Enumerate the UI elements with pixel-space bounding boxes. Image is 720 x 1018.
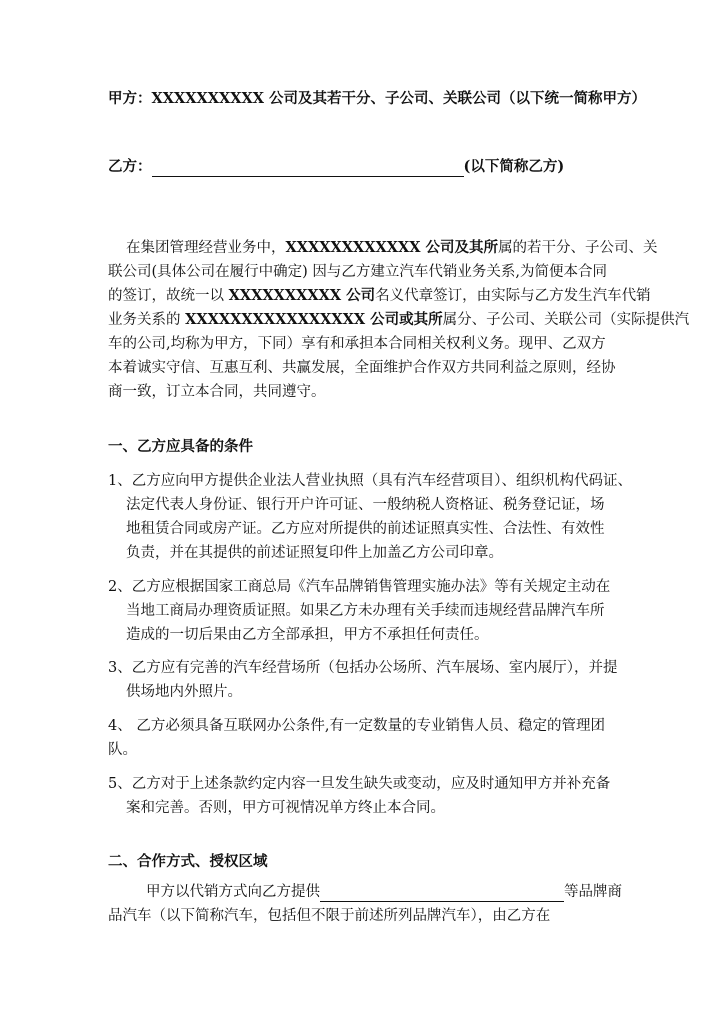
- party-b-label: 乙方：: [108, 158, 152, 175]
- preamble-text: 属分、子公司、关联公司（实际提供汽: [442, 312, 690, 328]
- s1-item3-line2: 供场地内外照片。: [126, 684, 242, 700]
- preamble-line-3: [108, 286, 651, 306]
- group-company-name: XXXXXXXXXXXX 公司及其所: [285, 239, 499, 256]
- preamble-line-1: [126, 238, 658, 258]
- party-a-line: [108, 89, 646, 109]
- s2-line-2: 品汽车（以下简称汽车，包括但不限于前述所列品牌汽车），由乙方在: [108, 908, 551, 924]
- preamble-line-6: 本着诚实守信、互惠互利、共赢发展，全面维护合作双方共同利益之原则，经协: [108, 360, 616, 376]
- s1-item3-line1: 3、乙方应有完善的汽车经营场所（包括办公场所、汽车展场、室内展厅），并提: [108, 660, 618, 676]
- s1-item4-line2: 队。: [108, 742, 137, 758]
- s1-item1-line2: 法定代表人身份证、银行开户许可证、一般纳税人资格证、税务登记证，场: [126, 497, 605, 513]
- preamble-line-4: [108, 310, 689, 330]
- preamble-text: 的签订，故统一以: [108, 288, 229, 304]
- s1-item1-line4: 负责，并在其提供的前述证照复印件上加盖乙方公司印章。: [126, 545, 503, 561]
- party-a-label: 甲方：: [108, 90, 152, 107]
- party-b-name-blank[interactable]: [152, 160, 464, 177]
- s1-item2-line1: 2、乙方应根据国家工商总局《汽车品牌销售管理实施办法》等有关规定主动在: [108, 579, 611, 595]
- brand-name-blank[interactable]: [320, 885, 564, 902]
- s1-item4-line1: 4、 乙方必须具备互联网办公条件,有一定数量的专业销售人员、稳定的管理团: [108, 718, 605, 734]
- preamble-text: 属的若干分、子公司、关: [498, 240, 658, 256]
- business-company-name: XXXXXXXXXXXXXXXX 公司或其所: [185, 311, 443, 328]
- s1-item2-line3: 造成的一切后果由乙方全部承担，甲方不承担任何责任。: [126, 627, 489, 643]
- party-b-line: [108, 157, 564, 177]
- s1-item2-line2: 当地工商局办理资质证照。如果乙方未办理有关手续而违规经营品牌汽车所: [126, 603, 605, 619]
- signing-company-name: XXXXXXXXXX 公司: [228, 287, 376, 304]
- s1-item1-line1: 1、乙方应向甲方提供企业法人营业执照（具有汽车经营项目）、组织机构代码证、: [108, 473, 632, 489]
- s1-item5-line2: 案和完善。否则，甲方可视情况单方终止本合同。: [126, 800, 445, 816]
- s1-item5-line1: 5、乙方对于上述条款约定内容一旦发生缺失或变动，应及时通知甲方并补充备: [108, 776, 611, 792]
- s2-text: 等品牌商: [564, 884, 622, 900]
- preamble-line-5: 车的公司,均称为甲方，下同）享有和承担本合同相关权利义务。现甲、乙双方: [108, 336, 606, 352]
- s2-text: 甲方以代销方式向乙方提供: [146, 884, 320, 900]
- preamble-text: 名义代章签订，由实际与乙方发生汽车代销: [375, 288, 651, 304]
- party-b-suffix: (以下简称乙方): [463, 158, 565, 175]
- section-1-heading: 一、乙方应具备的条件: [108, 438, 253, 455]
- preamble-text: 在集团管理经营业务中，: [126, 240, 286, 256]
- preamble-line-2: 联公司(具体公司在履行中确定) 因与乙方建立汽车代销业务关系,为简便本合同: [108, 264, 608, 280]
- preamble-line-7: 商一致，订立本合同，共同遵守。: [108, 384, 326, 400]
- s2-line-1: [146, 882, 622, 902]
- party-a-company: XXXXXXXXXX 公司及其若干分、子公司、关联公司（以下统一简称甲方）: [151, 90, 647, 107]
- section-2-heading: 二、合作方式、授权区域: [108, 853, 268, 870]
- preamble-text: 业务关系的: [108, 312, 186, 328]
- s1-item1-line3: 地租赁合同或房产证。乙方应对所提供的前述证照真实性、合法性、有效性: [126, 521, 605, 537]
